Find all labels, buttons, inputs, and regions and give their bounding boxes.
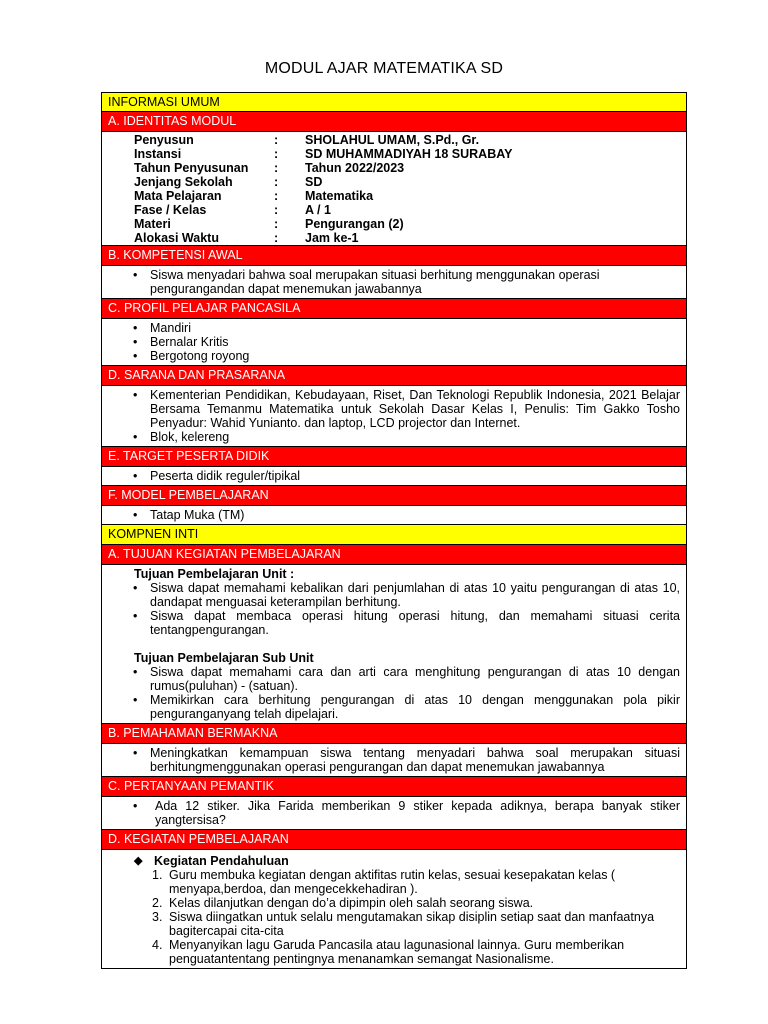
header-sarana-prasarana: D. SARANA DAN PRASARANA	[101, 366, 687, 386]
list-item: • Bergotong royong	[102, 349, 680, 363]
header-model-pembelajaran: F. MODEL PEMBELAJARAN	[101, 486, 687, 506]
identitas-row	[134, 147, 512, 161]
identitas-row	[134, 203, 512, 217]
header-profil-pelajar: C. PROFIL PELAJAR PANCASILA	[101, 299, 687, 319]
sarana-body	[101, 386, 687, 447]
kegiatan-body	[101, 850, 687, 969]
list-item: • Mandiri	[102, 321, 680, 335]
list-item: • Siswa dapat membaca operasi hitung operasi hitung, dan memahami situasi cerita tentangpengurangan.	[102, 609, 680, 637]
section-informasi-umum: INFORMASI UMUM	[101, 92, 687, 112]
identitas-row	[134, 161, 512, 175]
identitas-key: Fase / Kelas	[134, 203, 207, 217]
identitas-sep: :	[274, 189, 279, 203]
identitas-sep: :	[274, 203, 279, 217]
identitas-value: Matematika	[305, 189, 374, 203]
list-item: • Bernalar Kritis	[102, 335, 680, 349]
step-text: Menyanyikan lagu Garuda Pancasila atau lagunasional lainnya. Guru memberikan penguatantentang pentingnya menanamkan semangat Nasionalisme.	[169, 938, 625, 966]
identitas-table	[134, 133, 512, 245]
header-target-peserta: E. TARGET PESERTA DIDIK	[101, 447, 687, 467]
identitas-sep: :	[274, 231, 279, 245]
identitas-key: Materi	[134, 217, 171, 231]
step-number: 3.	[152, 910, 163, 924]
tujuan-subunit-title: Tujuan Pembelajaran Sub Unit	[134, 651, 314, 665]
identitas-body	[101, 132, 687, 246]
step-number: 1.	[152, 868, 163, 882]
tujuan-body	[101, 565, 687, 724]
identitas-sep: :	[274, 161, 279, 175]
header-kegiatan-pembelajaran: D. KEGIATAN PEMBELAJARAN	[101, 830, 687, 850]
identitas-key: Instansi	[134, 147, 182, 161]
step-number: 2.	[152, 896, 163, 910]
model-body	[101, 506, 687, 525]
module-table	[101, 92, 687, 969]
identitas-sep: :	[274, 175, 279, 189]
list-item	[102, 910, 680, 938]
step-text: Guru membuka kegiatan dengan aktifitas rutin kelas, sesuai kesepakatan kelas ( menyapa,berdoa, dan mengecekkehadiran ).	[169, 868, 616, 896]
page-title: MODUL AJAR MATEMATIKA SD	[264, 60, 504, 77]
identitas-value: Tahun 2022/2023	[305, 161, 405, 175]
identitas-value: SD	[305, 175, 323, 189]
list-item: • Siswa menyadari bahwa soal merupakan situasi berhitung menggunakan operasi pengurangandan dapat menemukan jawabannya	[102, 268, 680, 296]
list-item	[102, 938, 680, 966]
list-item: • Kementerian Pendidikan, Kebudayaan, Riset, Dan Teknologi Republik Indonesia, 2021 Belajar Bersama Temanmu Matematika untuk Sekolah Dasar Kelas I, Penulis: Tim Gakko Tosho Penyadur: Wahid Yunianto. dan laptop, LCD projector dan Internet.	[102, 388, 680, 430]
list-item	[102, 868, 680, 896]
step-number: 4.	[152, 938, 163, 952]
step-text: Siswa diingatkan untuk selalu mengutamakan sikap disiplin setiap saat dan manfaatnya bagitercapai cita-cita	[169, 910, 655, 938]
identitas-row	[134, 189, 512, 203]
pertanyaan-body	[101, 797, 687, 830]
header-pertanyaan-pemantik: C. PERTANYAAN PEMANTIK	[101, 777, 687, 797]
identitas-value: A / 1	[305, 203, 331, 217]
list-item: • Siswa dapat memahami kebalikan dari penjumlahan di atas 10 yaitu pengurangan di atas 10, dandapat menguasai keterampilan berhitung.	[102, 581, 680, 609]
identitas-sep: :	[274, 217, 279, 231]
step-text: Kelas dilanjutkan dengan do’a dipimpin oleh salah seorang siswa.	[169, 896, 534, 910]
list-item	[102, 896, 680, 910]
identitas-key: Tahun Penyusunan	[134, 161, 249, 175]
identitas-sep: :	[274, 147, 279, 161]
identitas-key: Mata Pelajaran	[134, 189, 222, 203]
identitas-row	[134, 231, 512, 245]
identitas-sep: :	[274, 133, 279, 147]
identitas-value: Jam ke-1	[305, 231, 359, 245]
header-pemahaman-bermakna: B. PEMAHAMAN BERMAKNA	[101, 724, 687, 744]
identitas-row	[134, 217, 512, 231]
list-item: • Blok, kelereng	[102, 430, 680, 444]
list-item: • Ada 12 stiker. Jika Farida memberikan 9 stiker kepada adiknya, berapa banyak stiker yangtersisa?	[102, 799, 680, 827]
kegiatan-pendahuluan-title: ◆ Kegiatan Pendahuluan	[102, 854, 680, 868]
profil-body	[101, 319, 687, 366]
tujuan-unit-title: Tujuan Pembelajaran Unit :	[134, 567, 295, 581]
list-item: • Memikirkan cara berhitung pengurangan di atas 10 dengan menggunakan pola pikir penguranganyang telah dipelajari.	[102, 693, 680, 721]
section-komponen-inti: KOMPNEN INTI	[101, 525, 687, 545]
list-item: • Tatap Muka (TM)	[102, 508, 680, 522]
list-item: • Peserta didik reguler/tipikal	[102, 469, 680, 483]
pemahaman-body	[101, 744, 687, 777]
identitas-row	[134, 175, 512, 189]
identitas-value: SD MUHAMMADIYAH 18 SURABAY	[305, 147, 513, 161]
identitas-key: Alokasi Waktu	[134, 231, 219, 245]
identitas-value: Pengurangan (2)	[305, 217, 404, 231]
header-tujuan-kegiatan: A. TUJUAN KEGIATAN PEMBELAJARAN	[101, 545, 687, 565]
header-identitas-modul: A. IDENTITAS MODUL	[101, 112, 687, 132]
target-body	[101, 467, 687, 486]
header-kompetensi-awal: B. KOMPETENSI AWAL	[101, 246, 687, 266]
identitas-key: Penyusun	[134, 133, 194, 147]
list-item: • Siswa dapat memahami cara dan arti cara menghitung pengurangan di atas 10 dengan rumus(puluhan) - (satuan).	[102, 665, 680, 693]
identitas-row	[134, 133, 512, 147]
kompetensi-body	[101, 266, 687, 299]
identitas-value: SHOLAHUL UMAM, S.Pd., Gr.	[305, 133, 480, 147]
list-item: • Meningkatkan kemampuan siswa tentang menyadari bahwa soal merupakan situasi berhitungmenggunakan operasi pengurangan dan dapat menemukan jawabannya	[102, 746, 680, 774]
identitas-key: Jenjang Sekolah	[134, 175, 233, 189]
